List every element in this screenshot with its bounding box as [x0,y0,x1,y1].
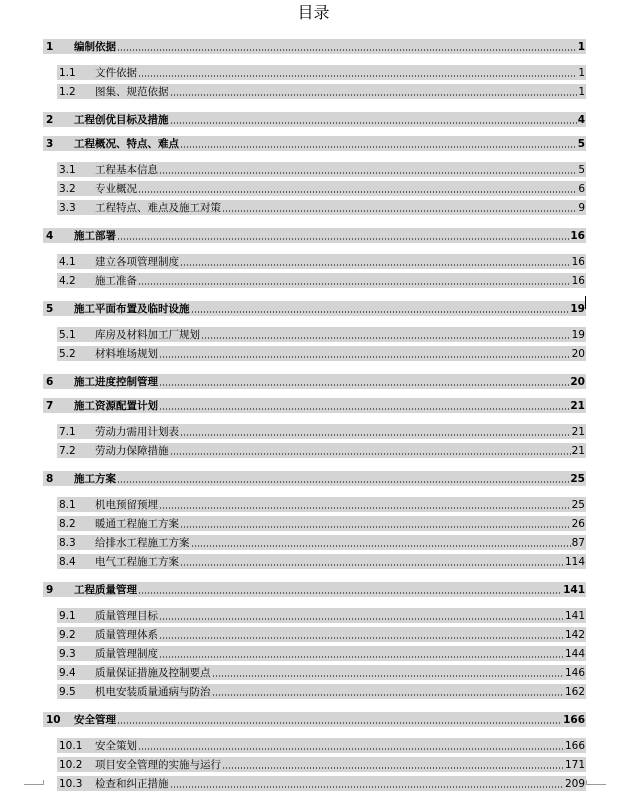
toc-entry-section[interactable] [57,627,586,642]
toc-entry-page-number: 4 [577,114,585,126]
toc-entry-number: 10.1 [59,740,83,752]
toc-entry-section[interactable] [57,554,586,569]
toc-dot-leader [138,191,577,193]
toc-dot-leader [170,94,578,96]
toc-entry-title: 暖通工程施工方案 [95,518,179,530]
toc-dot-leader [159,618,564,620]
toc-entry-title: 材料堆场规划 [95,348,158,360]
toc-entry-section[interactable] [57,535,586,550]
toc-entry-title: 施工方案 [74,473,116,485]
toc-entry-number: 2 [46,114,54,126]
toc-entry-title: 机电预留预埋 [95,499,158,511]
toc-entry-page-number: 21 [570,400,585,412]
toc-entry-chapter[interactable] [43,301,586,316]
toc-entry-title: 安全策划 [95,740,137,752]
toc-entry-section[interactable] [57,516,586,531]
toc-entry-number: 4.1 [59,256,76,268]
toc-entry-title: 项目安全管理的实施与运行 [95,759,221,771]
page-corner-mark-left [24,784,44,785]
toc-dot-leader [170,122,577,124]
toc-entry-section[interactable] [57,162,586,177]
toc-entry-page-number: 162 [564,686,585,698]
toc-dot-leader [138,592,562,594]
toc-entry-number: 3.1 [59,164,76,176]
toc-dot-leader [212,694,564,696]
toc-entry-title: 质量管理体系 [95,629,158,641]
toc-dot-leader [159,356,571,358]
toc-entry-number: 7.2 [59,445,76,457]
toc-entry-title: 建立各项管理制度 [95,256,179,268]
toc-entry-number: 9.1 [59,610,76,622]
toc-entry-section[interactable] [57,200,586,215]
toc-entry-title: 机电安装质量通病与防治 [95,686,211,698]
toc-entry-title: 质量管理制度 [95,648,158,660]
toc-entry-number: 1 [46,41,54,53]
toc-entry-number: 8.4 [59,556,76,568]
toc-entry-title: 给排水工程施工方案 [95,537,190,549]
toc-dot-leader [117,49,577,51]
toc-entry-page-number: 166 [563,714,585,726]
toc-dot-leader [191,311,570,313]
toc-entry-number: 8.2 [59,518,76,530]
toc-entry-section[interactable] [57,608,586,623]
toc-entry-section[interactable] [57,65,586,80]
toc-entry-chapter[interactable] [43,712,586,727]
toc-dot-leader [191,545,571,547]
toc-dot-leader [159,656,564,658]
toc-entry-page-number: 141 [564,610,585,622]
toc-entry-title: 施工部署 [74,230,116,242]
toc-entry-page-number: 20 [571,348,585,360]
toc-entry-page-number: 5 [578,164,585,176]
toc-entry-title: 工程质量管理 [74,584,137,596]
toc-entry-number: 4 [46,230,54,242]
toc-entry-page-number: 25 [570,473,585,485]
toc-dot-leader [159,172,577,174]
toc-entry-chapter[interactable] [43,39,586,54]
toc-entry-number: 8.3 [59,537,76,549]
toc-entry-number: 9 [46,584,54,596]
toc-entry-title: 编制依据 [74,41,116,53]
toc-entry-number: 4.2 [59,275,76,287]
toc-dot-leader [201,337,571,339]
toc-entry-page-number: 6 [578,183,585,195]
toc-entry-title: 电气工程施工方案 [95,556,179,568]
toc-dot-leader [138,748,564,750]
toc-dot-leader [170,786,564,788]
toc-entry-section[interactable] [57,646,586,661]
toc-entry-chapter[interactable] [43,136,586,151]
toc-dot-leader [159,384,569,386]
toc-entry-title: 施工资源配置计划 [74,400,158,412]
toc-entry-section[interactable] [57,424,586,439]
toc-entry-number: 7 [46,400,54,412]
toc-entry-page-number: 1 [577,41,585,53]
toc-entry-section[interactable] [57,738,586,753]
toc-entry-page-number: 26 [571,518,585,530]
toc-entry-chapter[interactable] [43,374,586,389]
toc-entry-number: 9.5 [59,686,76,698]
toc-entry-section[interactable] [57,273,586,288]
toc-entry-page-number: 1 [578,67,585,79]
toc-dot-leader [180,564,564,566]
toc-dot-leader [138,75,577,77]
toc-entry-page-number: 21 [571,445,585,457]
toc-entry-page-number: 19 [570,303,585,315]
toc-entry-number: 9.2 [59,629,76,641]
toc-dot-leader [180,146,577,148]
toc-entry-number: 9.3 [59,648,76,660]
toc-entry-page-number: 146 [564,667,585,679]
toc-entry-number: 3.2 [59,183,76,195]
toc-entry-page-number: 141 [563,584,585,596]
toc-entry-number: 1.2 [59,86,76,98]
toc-entry-title: 安全管理 [74,714,116,726]
toc-entry-number: 5.2 [59,348,76,360]
toc-entry-section[interactable] [57,84,586,99]
toc-entry-page-number: 19 [571,329,585,341]
toc-entry-page-number: 209 [564,778,585,790]
toc-entry-page-number: 142 [564,629,585,641]
toc-entry-page-number: 171 [564,759,585,771]
toc-dot-leader [222,767,564,769]
toc-entry-number: 7.1 [59,426,76,438]
toc-entry-title: 施工平面布置及临时设施 [74,303,190,315]
toc-dot-leader [222,210,577,212]
toc-dot-leader [212,675,564,677]
toc-entry-page-number: 9 [578,202,585,214]
toc-entry-title: 图集、规范依据 [95,86,169,98]
toc-entry-section[interactable] [57,684,586,699]
toc-entry-number: 8.1 [59,499,76,511]
toc-entry-number: 3.3 [59,202,76,214]
toc-entry-page-number: 87 [571,537,585,549]
page-title: 目录 [297,3,330,22]
toc-entry-section[interactable] [57,254,586,269]
toc-entry-number: 3 [46,138,54,150]
toc-entry-number: 5.1 [59,329,76,341]
toc-entry-page-number: 166 [564,740,585,752]
toc-entry-chapter[interactable] [43,398,586,413]
toc-entry-title: 劳动力保障措施 [95,445,169,457]
toc-entry-title: 质量管理目标 [95,610,158,622]
toc-entry-page-number: 25 [571,499,585,511]
toc-entry-title: 施工进度控制管理 [74,376,158,388]
toc-entry-chapter[interactable] [43,471,586,486]
toc-entry-title: 专业概况 [95,183,137,195]
toc-dot-leader [159,507,571,509]
toc-entry-title: 工程基本信息 [95,164,158,176]
toc-entry-title: 工程特点、难点及施工对策 [95,202,221,214]
toc-dot-leader [180,526,571,528]
toc-entry-page-number: 20 [570,376,585,388]
toc-dot-leader [117,481,569,483]
toc-dot-leader [159,637,564,639]
toc-entry-page-number: 1 [578,86,585,98]
toc-entry-number: 6 [46,376,54,388]
toc-dot-leader [159,408,569,410]
toc-entry-number: 10.2 [59,759,83,771]
toc-entry-page-number: 16 [570,230,585,242]
page-corner-mark-right [586,784,606,785]
text-cursor [585,296,586,309]
toc-entry-title: 库房及材料加工厂规划 [95,329,200,341]
toc-entry-section[interactable] [57,443,586,458]
toc-entry-section[interactable] [57,327,586,342]
toc-entry-page-number: 114 [564,556,585,568]
toc-entry-section[interactable] [57,757,586,772]
toc-dot-leader [138,283,571,285]
toc-entry-number: 5 [46,303,54,315]
toc-dot-leader [117,238,569,240]
toc-entry-page-number: 21 [571,426,585,438]
toc-entry-section[interactable] [57,665,586,680]
toc-entry-chapter[interactable] [43,582,586,597]
toc-entry-number: 1.1 [59,67,76,79]
toc-entry-chapter[interactable] [43,112,586,127]
toc-entry-page-number: 144 [564,648,585,660]
toc-entry-section[interactable] [57,497,586,512]
toc-entry-number: 10 [46,714,61,726]
toc-entry-number: 10.3 [59,778,83,790]
toc-dot-leader [170,453,571,455]
toc-entry-title: 文件依据 [95,67,137,79]
toc-entry-title: 施工准备 [95,275,137,287]
toc-entry-title: 劳动力需用计划表 [95,426,179,438]
toc-entry-number: 8 [46,473,54,485]
toc-dot-leader [180,264,571,266]
toc-entry-title: 工程创优目标及措施 [74,114,169,126]
toc-entry-page-number: 16 [571,275,585,287]
toc-entry-chapter[interactable] [43,228,586,243]
toc-entry-title: 工程概况、特点、难点 [74,138,179,150]
toc-entry-page-number: 16 [571,256,585,268]
toc-entry-section[interactable] [57,346,586,361]
toc-entry-title: 质量保证措施及控制要点 [95,667,211,679]
toc-entry-page-number: 5 [577,138,585,150]
toc-entry-title: 检查和纠正措施 [95,778,169,790]
toc-entry-number: 9.4 [59,667,76,679]
toc-entry-section[interactable] [57,181,586,196]
toc-dot-leader [180,434,571,436]
toc-dot-leader [117,722,562,724]
